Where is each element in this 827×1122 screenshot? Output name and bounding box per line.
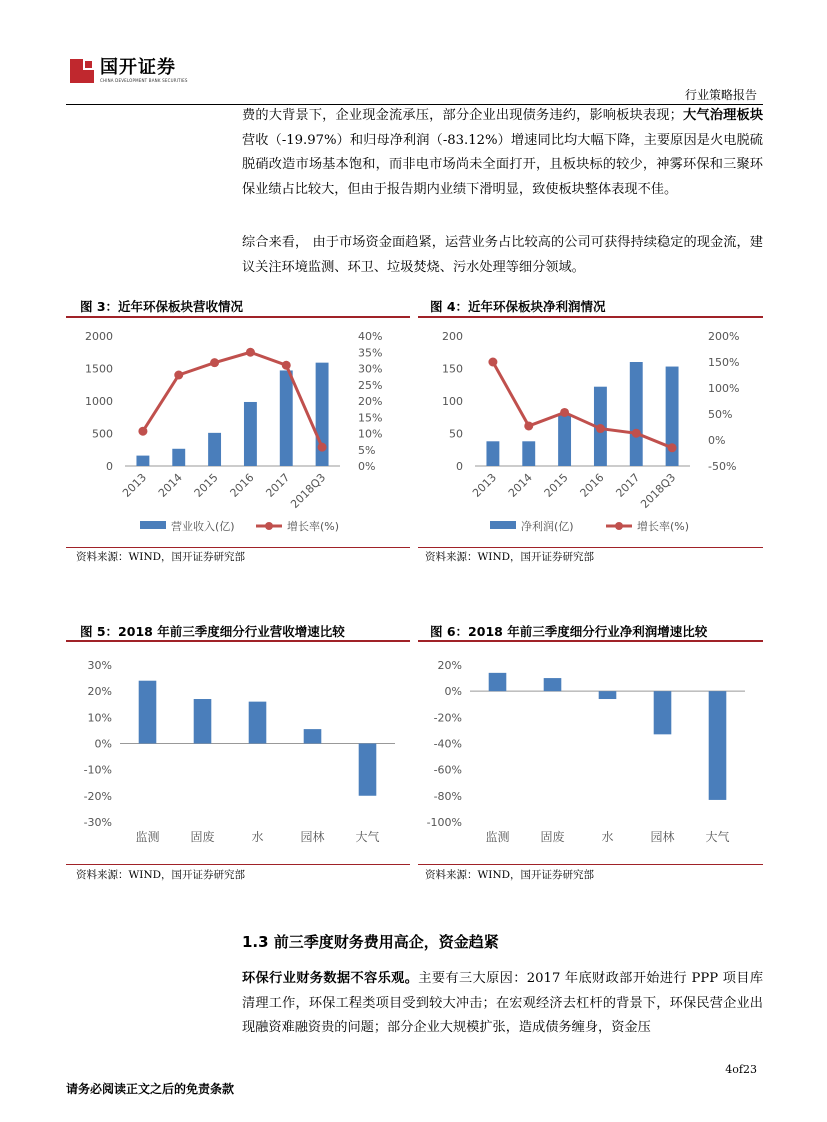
y-tick-label: 0%	[444, 685, 462, 699]
legend-swatch-bar	[140, 521, 166, 529]
paragraph-1-text-c: 营收（-19.97%）和归母净利润（-83.12%）增速同比均大幅下降，主要原因是火电脱硫脱硝改造市场基本饱和，而非电市场尚未全面打开，且板块标的较少，神雾环保和三聚环保业绩占比较大，但由于报告期内业绩下滑明显，致使板块整体表现不佳。	[242, 132, 763, 197]
bar	[244, 402, 257, 466]
figure-6-rule	[418, 640, 763, 642]
line-point	[524, 421, 533, 430]
x-tick-label: 2013	[470, 470, 500, 500]
y2-tick-label: 25%	[358, 378, 383, 392]
figure-5-source: 资料来源：WIND，国开证券研究部	[76, 869, 246, 881]
x-tick-label: 园林	[650, 830, 675, 844]
line-point	[560, 408, 569, 417]
line-point	[488, 358, 497, 367]
y2-tick-label: 200%	[708, 330, 740, 343]
figure-5-source-rule	[66, 864, 410, 865]
line-point	[210, 358, 219, 367]
bar	[486, 441, 499, 466]
figure-6-source: 资料来源：WIND，国开证券研究部	[425, 869, 595, 881]
x-tick-label: 2015	[191, 470, 221, 500]
y2-tick-label: 0%	[358, 460, 376, 473]
y-tick-label: 500	[92, 427, 113, 441]
x-tick-label: 2017	[263, 470, 293, 500]
bar	[630, 362, 643, 466]
figure-4-source: 资料来源：WIND，国开证券研究部	[425, 551, 595, 563]
x-tick-label: 大气	[355, 830, 380, 844]
y-tick-label: 20%	[87, 685, 112, 699]
paragraph-3-bold: 环保行业财务数据不容乐观。	[242, 971, 419, 986]
legend-label: 增长率(%)	[637, 520, 690, 533]
logo-mark-icon	[70, 59, 94, 83]
figure-6-source-rule	[418, 864, 763, 865]
y2-tick-label: -50%	[708, 460, 737, 473]
x-tick-label: 2015	[541, 470, 571, 500]
series-line	[143, 352, 322, 447]
x-tick-label: 2018Q3	[288, 470, 329, 511]
figure-3-source-rule	[66, 547, 410, 548]
bar	[654, 691, 672, 734]
y-tick-label: -40%	[433, 737, 462, 751]
x-tick-label: 监测	[485, 830, 510, 844]
bar	[249, 702, 267, 744]
legend-swatch-bar	[490, 521, 516, 529]
legend-label: 增长率(%)	[287, 520, 340, 533]
x-tick-label: 园林	[300, 830, 325, 844]
line-point	[596, 424, 605, 433]
y-tick-label: 0	[106, 460, 113, 473]
x-tick-label: 水	[601, 830, 614, 844]
bar	[280, 370, 293, 466]
figure-6-chart	[420, 644, 763, 864]
bar	[359, 744, 377, 796]
figure-6-title: 图 6：2018 年前三季度细分行业净利润增速比较	[430, 624, 708, 639]
paragraph-3-text: 主要有三大原因：2017 年底财政部开始进行 PPP 项目库清理工作，环保工程类项目受到较大冲击；在宏观经济去杠杆的背景下，环保民营企业出现融资难融资贵的问题；部分企业大规模扩张，造成债务缠身，资金压	[242, 971, 764, 1035]
x-tick-label: 2016	[577, 470, 607, 500]
bar	[544, 678, 562, 691]
bar	[136, 456, 149, 466]
legend-swatch-point	[615, 522, 623, 530]
y-tick-label: -60%	[433, 763, 462, 777]
figure-3-chart	[70, 320, 410, 545]
line-point	[246, 348, 255, 357]
figure-3-rule	[66, 316, 410, 318]
page-number: 4of23	[725, 1063, 757, 1076]
y-tick-label: 2000	[85, 330, 113, 343]
x-tick-label: 2014	[505, 470, 535, 500]
figure-3-source: 资料来源：WIND，国开证券研究部	[76, 551, 246, 563]
y2-tick-label: 5%	[358, 443, 376, 457]
bar	[522, 441, 535, 466]
brand-name: 国开证券	[100, 57, 176, 78]
disclaimer-note: 请务必阅读正文之后的免责条款	[66, 1082, 235, 1096]
legend-label: 营业收入(亿)	[171, 520, 235, 533]
bar	[139, 681, 157, 744]
y-tick-label: 20%	[437, 659, 462, 672]
paragraph-1-text-a: 费的大背景下，企业现金流承压，部分企业出现债务违约，影响板块表现；	[242, 108, 683, 123]
y2-tick-label: 40%	[358, 330, 383, 343]
y-tick-label: -20%	[433, 711, 462, 725]
y-tick-label: -80%	[433, 789, 462, 803]
y2-tick-label: 10%	[358, 427, 383, 441]
line-point	[668, 443, 677, 452]
bar	[709, 691, 727, 800]
figure-4-title: 图 4：近年环保板块净利润情况	[430, 299, 606, 314]
y-tick-label: 50	[449, 427, 463, 441]
y-tick-label: 0	[456, 460, 463, 473]
y-tick-label: 150	[442, 362, 463, 376]
line-point	[632, 429, 641, 438]
paragraph-2: 综合来看， 由于市场资金面趋紧，运营业务占比较高的公司可获得持续稳定的现金流，建议关注环境监测、环卫、垃圾焚烧、污水处理等细分领域。	[242, 235, 763, 275]
series-line	[493, 362, 672, 448]
y2-tick-label: 50%	[708, 408, 733, 421]
x-tick-label: 2014	[155, 470, 185, 500]
figure-5-rule	[66, 640, 410, 642]
line-point	[174, 371, 183, 380]
line-point	[138, 427, 147, 436]
paragraph-1	[242, 104, 763, 202]
brand-name-en: CHINA DEVELOPMENT BANK SECURITIES	[100, 78, 188, 83]
figure-4-chart	[420, 320, 763, 545]
y2-tick-label: 30%	[358, 362, 383, 376]
x-tick-label: 2013	[120, 470, 150, 500]
line-point	[318, 443, 327, 452]
y2-tick-label: 150%	[708, 356, 740, 369]
y-tick-label: 0%	[94, 737, 112, 751]
legend-swatch-point	[265, 522, 273, 530]
y2-tick-label: 35%	[358, 346, 383, 360]
x-tick-label: 固废	[540, 830, 565, 844]
y-tick-label: -100%	[426, 816, 462, 829]
paragraph-1-bold: 大气治理板块	[682, 108, 764, 123]
y2-tick-label: 20%	[358, 395, 383, 408]
y-tick-label: 200	[442, 330, 463, 343]
x-tick-label: 2018Q3	[638, 470, 679, 511]
y2-tick-label: 100%	[708, 382, 740, 395]
y-tick-label: 100	[442, 395, 463, 408]
figure-5-title: 图 5：2018 年前三季度细分行业营收增速比较	[80, 624, 345, 639]
figure-5-chart	[70, 644, 410, 864]
x-tick-label: 水	[251, 830, 264, 844]
bar	[194, 699, 212, 743]
bar	[599, 691, 617, 699]
y-tick-label: -20%	[83, 789, 112, 803]
legend-label: 净利润(亿)	[521, 520, 574, 533]
bar	[489, 673, 507, 691]
bar	[304, 729, 322, 743]
x-tick-label: 2016	[227, 470, 257, 500]
brand-logo	[70, 58, 188, 84]
x-tick-label: 2017	[613, 470, 643, 500]
bar	[208, 433, 221, 466]
report-type: 行业策略报告	[684, 88, 757, 102]
y2-tick-label: 0%	[708, 434, 726, 447]
y-tick-label: 1500	[85, 362, 113, 376]
x-tick-label: 大气	[705, 830, 730, 844]
y-tick-label: 1000	[85, 395, 113, 408]
bar	[172, 449, 185, 466]
x-tick-label: 固废	[190, 830, 215, 844]
line-point	[282, 361, 291, 370]
y-tick-label: -10%	[83, 763, 112, 777]
y-tick-label: 10%	[87, 711, 112, 725]
y2-tick-label: 15%	[358, 411, 383, 425]
figure-3-title: 图 3：近年环保板块营收情况	[80, 299, 244, 314]
figure-4-source-rule	[418, 547, 763, 548]
paragraph-3	[242, 967, 763, 1041]
y-tick-label: -30%	[83, 816, 112, 829]
bar	[558, 414, 571, 466]
x-tick-label: 监测	[135, 830, 160, 844]
section-title: 1.3 前三季度财务费用高企，资金趋紧	[242, 933, 499, 951]
figure-4-rule	[418, 316, 763, 318]
y-tick-label: 30%	[87, 659, 112, 672]
